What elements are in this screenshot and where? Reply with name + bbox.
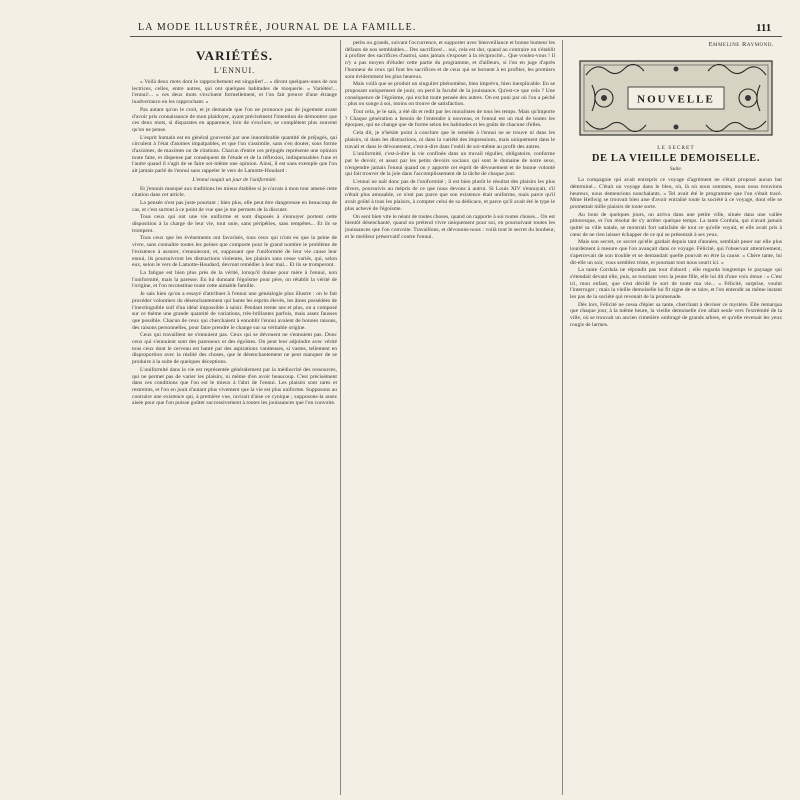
paragraph: Ceux qui travaillent ne s'ennuient pas. Ceux qui se dévouent ne s'ennuient pas. Donc ceux qui s'ennuient sont des paresseux et des égoïstes. On peut leur adjoindre avec vérité tous ceux dont le cerveau est hanté par des aspirations vaniteuses, si vastes, tellement en disproportion avec la réalité des choses, que le désenchantement ne peut manquer de se produire à la suite de quelques déceptions. — [132, 332, 337, 366]
story-label: LE SECRET — [657, 144, 695, 151]
paragraph: Et j'ennuis manqué aux traditions les mieux établies si je n'avais à mon tour amené cette citation dans cet article. — [132, 185, 337, 199]
article-subtitle: L'ENNUI. — [213, 66, 256, 75]
paragraph: « Voilà deux mots dont le rapprochement est singulier!... » diront quelques-unes de nos lectrices, celles, entre autres, qui ont quelques habitudes de moquerie. « Variétés!... l'ennui!... » ces deux mots s'excluent formellement, et l'on fait preuve d'une étrange inadvertance en les rapprochant. » — [132, 79, 337, 106]
column-3 — [570, 40, 782, 795]
continuation-note: Suite. — [669, 166, 683, 173]
paragraph: Tous ceux que les événements ont favorisés, tous ceux qui n'ont eu que la peine de vivre, sans connaître toutes les peines que comporte pour le grand nombre le problème de l'existence à assurer, s'ennuieront, et, supposant que l'uniformité de leur vie cause leur ennui, ils poursuivront les distractions violentes, les plaisirs sans cesse variés, qui, selon eux, selon le vers de Lamotte-Houdard, devront remédier à leur mal... Et ils se tromperont. — [132, 235, 337, 269]
header-rule — [130, 36, 782, 37]
paragraph: L'uniformité, c'est-à-dire la vie confinée dans un travail régulier, obligatoire, conforme par le devoir, et assez par les petits devoirs sociaux qui sont le domaine de notre sexe, n'engendre jamais l'ennui quand on y apporte cet esprit de dévouement et de bonne volonté qui fait trouver de la joie dans l'accomplissement de la tâche de chaque jour. — [345, 151, 555, 178]
paragraph: Au bout de quelques jours, on arriva dans une petite ville, située dans une vallée pittoresque, et l'on résolut de s'y arrêter quelque temps. La tante Cordula, qui n'avait jamais quitté sa ville natale, se montrait fort satisfaite de tout ce qu'elle voyait, et elle avait pris à cœur de ne rien laisser échapper de ce qui se présentait à ses yeux. — [570, 211, 782, 238]
paragraph: Pas autant qu'on le croit, et je demande que l'on ne prononce pas de jugement avant d'avoir pris connaissance de mon plaidoyer, ayant précisément l'intention de démontrer que ces deux mots, si disparates en apparence, loin de s'exclure, se complètent plus souvent qu'on ne pense. — [132, 106, 337, 133]
paragraph: L'uniformité dans la vie est représentée généralement par la médiocrité des ressources, qui ne permet pas de varier les plaisirs, ni même d'en avoir beaucoup. C'est précisément dans ces conditions que l'on est le mieux à l'abri de l'ennui. Les plaisirs sont rares et restreints, et l'on en jouit d'autant plus vivement que la vie est plus uniforme. Supposons au contraire une existence qui, à première vue, ravirait d'aise ce cynique ; supposons-la assez aisée pour que l'on puisse goûter successivement à toutes les jouissances que l'on convoite. — [132, 366, 337, 407]
paragraph: La pensée n'est pas juste pourtant ; bien plus, elle peut être dangereuse en beaucoup de cas, et c'est surtout à ce point de vue que je me permets de la discuter. — [132, 199, 337, 213]
paragraph: Mais son secret, ce secret qu'elle gardait depuis tant d'années, semblait peser sur elle plus lourdement à mesure que l'on avançait dans ce voyage. Félicité, qui l'observait attentivement, s'apercevait de son trouble et se demandait quelle pouvait en être la cause. « Chère tante, lui dit-elle un soir, vous semblez triste, et pourtant tout nous sourit ici. » — [570, 239, 782, 266]
paragraph: Cela dit, je n'hésite point à conclure que le remède à l'ennui ne se trouve ni dans les plaisirs, ni dans les distractions, ni dans la variété des impressions, mais uniquement dans le travail et dans le dévouement, c'est-à-dire dans l'oubli de soi-même au profit des autres. — [345, 130, 555, 150]
column-divider — [340, 40, 341, 795]
page-number: 111 — [756, 22, 772, 34]
running-title: LA MODE ILLUSTRÉE, JOURNAL DE LA FAMILLE. — [138, 22, 417, 33]
column-1 — [132, 40, 337, 795]
paragraph: Tous ceux qui ont une vie uniforme et sont disposés à s'ennuyer portent cette disposition à la charge de leur vie, tout unie, sans péripéties, sans tempêtes... Et ils se trompent. — [132, 214, 337, 234]
nouvelle-banner — [578, 55, 774, 141]
paragraph: Tout cela, je le sais, a été dit et redit par les moralistes de tous les temps. Mais qu'importe ? Chaque génération a besoin de l'entendre à nouveau, et l'ennui est un mal de toutes les époques, qui ne change que de forme selon les habitudes et les goûts de chacune d'elles. — [345, 109, 555, 129]
paragraph: L'ennui ne naît donc pas de l'uniformité ; il est bien plutôt le résultat des plaisirs les plus divers, poursuivis au mépris de ce que nous devons à autrui. Si Louis XIV s'ennuyait, s'il n'était plus amusable, ce n'est pas parce que son existence était uniforme, mais parce qu'il avait goûté à tous les plaisirs, à compter celui de sa dédicace, et parce qu'il avait été le type le plus achevé de l'égoïsme. — [345, 179, 555, 212]
author-signature: Emmeline Raymond. — [708, 41, 774, 48]
paragraph: Dès lors, Félicité ne cessa d'épier sa tante, cherchant à deviner ce mystère. Elle remarqua que chaque jour, à la même heure, la vieille demoiselle s'en allait seule vers l'extrémité de la ville, où se trouvait un ancien cimetière ombragé de grands arbres, et qu'elle revenait les yeux rougis de larmes. — [570, 301, 782, 328]
paragraph: Je sais bien qu'on a essayé d'attribuer à l'ennui une généalogie plus illustre : on le fait procéder volontiers du désenchantement qui hante les esprits élevés, les âmes possédées de l'inextinguible soif d'un idéal impossible à saisir. Pendant trente ans et plus, on a composé sur ce thème une grande quantité de variations, très-brillantes parfois, mais assez fausses que possible. Chacun de ceux qui cherchaient à ennoblir l'ennui avaient de bonnes raisons, des raisons personnelles, pour faire prendre le change sur sa véritable origine. — [132, 291, 337, 331]
section-title: VARIÉTÉS. — [195, 48, 274, 63]
banner-label: NOUVELLE — [637, 93, 715, 106]
ornamental-banner-icon — [578, 55, 774, 141]
paragraph: petits ou grands, suivant l'occurrence, et supporter avec bienveillance et bonne humeur les défauts de nos semblables... Des sacrifices!... oui, cela est dur, quand au contraire on s'établit à profiter des sacrifices d'autrui, sans jamais s'exposer à la réciprocité... Que voulez-vous ! Il n'y a pas moyen d'éluder cette partie du programme, et d'ailleurs, si l'on en juge d'après l'honneur de ceux qui font les sacrifices et de ceux qui se bornent à en profiter, les premiers sont évidemment les plus heureux. — [345, 40, 555, 80]
paragraph: On sent bien vite le néant de toutes choses, quand on rapporte à soi toutes choses... On est bientôt désenchanté, quand on prétend vivre uniquement pour soi, en poursuivant toutes les jouissances que l'on convoite. Travaillons, et dévouons-nous : voilà tout le secret du bonheur, et le meilleur préservatif contre l'ennui. — [345, 213, 555, 240]
paragraph: Mais voilà que se produit un singulier phénomène, bien imprévu, bien inexplicable. En se proposant uniquement de jouir, on perd la faculté de la jouissance. Qu'est-ce que cela ? Une conséquence de l'égoïsme, qui exclut toute pensée des autres. On est puni par où l'on a péché : plus on songe à soi, moins on trouve de satisfaction. — [345, 81, 555, 108]
paragraph: La fatigue est bien plus près de la vérité, lorsqu'il donne pour mère à l'ennui, non l'uniformité, mais la paresse. En lui donnant l'égoïsme pour père, on rétablit la vérité de l'origine, et l'on reconstitue toute cette aimable famille. — [132, 269, 337, 290]
column-divider — [562, 40, 563, 795]
column-2 — [345, 40, 555, 795]
paragraph: La compagnie qui avait entrepris ce voyage d'agrément ne s'était proposé aucun but déterminé... C'était un voyage dans le bleu, où, là où nous sommes, nous nous trouvions heureux, nous demeurions nonchalants. « Tel avait été le programme que l'on s'était tracé. Mme Hellwig se trouvait bien aise d'avoir entraîné toute la société à ce voyage, dont elle se promettait mille plaisirs de toute sorte. — [570, 177, 782, 210]
verse-quote: L'ennui naquit un jour de l'uniformité. — [192, 176, 277, 183]
story-title: DE LA VIEILLE DEMOISELLE. — [591, 153, 761, 165]
paragraph: La tante Cordula ne répondit pas tout d'abord ; elle regarda longtemps le paysage qui s'étendait devant elle, puis, se tournant vers la jeune fille, elle lui dit d'une voix émue : « C'est ici, mon enfant, que s'est décidé le sort de toute ma vie... » Félicité, surprise, voulut l'interroger ; mais la vieille demoiselle lui fit signe de se taire, et l'on entendit au même instant les pas de la société qui revenait de la promenade. — [570, 267, 782, 301]
paragraph: L'esprit humain est en général gouverné par une innombrable quantité de préjugés, qui circulent à l'état d'atomes impalpables, et que l'on s'assimile, sans s'en douter, sous forme d'axiomes, de maximes ou de citations. Chacun d'entre ces préjugés représente une opinion toute faite, et dispense par conséquent de l'étude et de la réflexion, indispensables l'une et l'autre quand il s'agit de se faire soi-même une opinion. Ainsi, il est sans exemple que l'on ait jamais parlé de l'ennui sans rappeler le vers de Lamotte-Houdard : — [132, 134, 337, 175]
